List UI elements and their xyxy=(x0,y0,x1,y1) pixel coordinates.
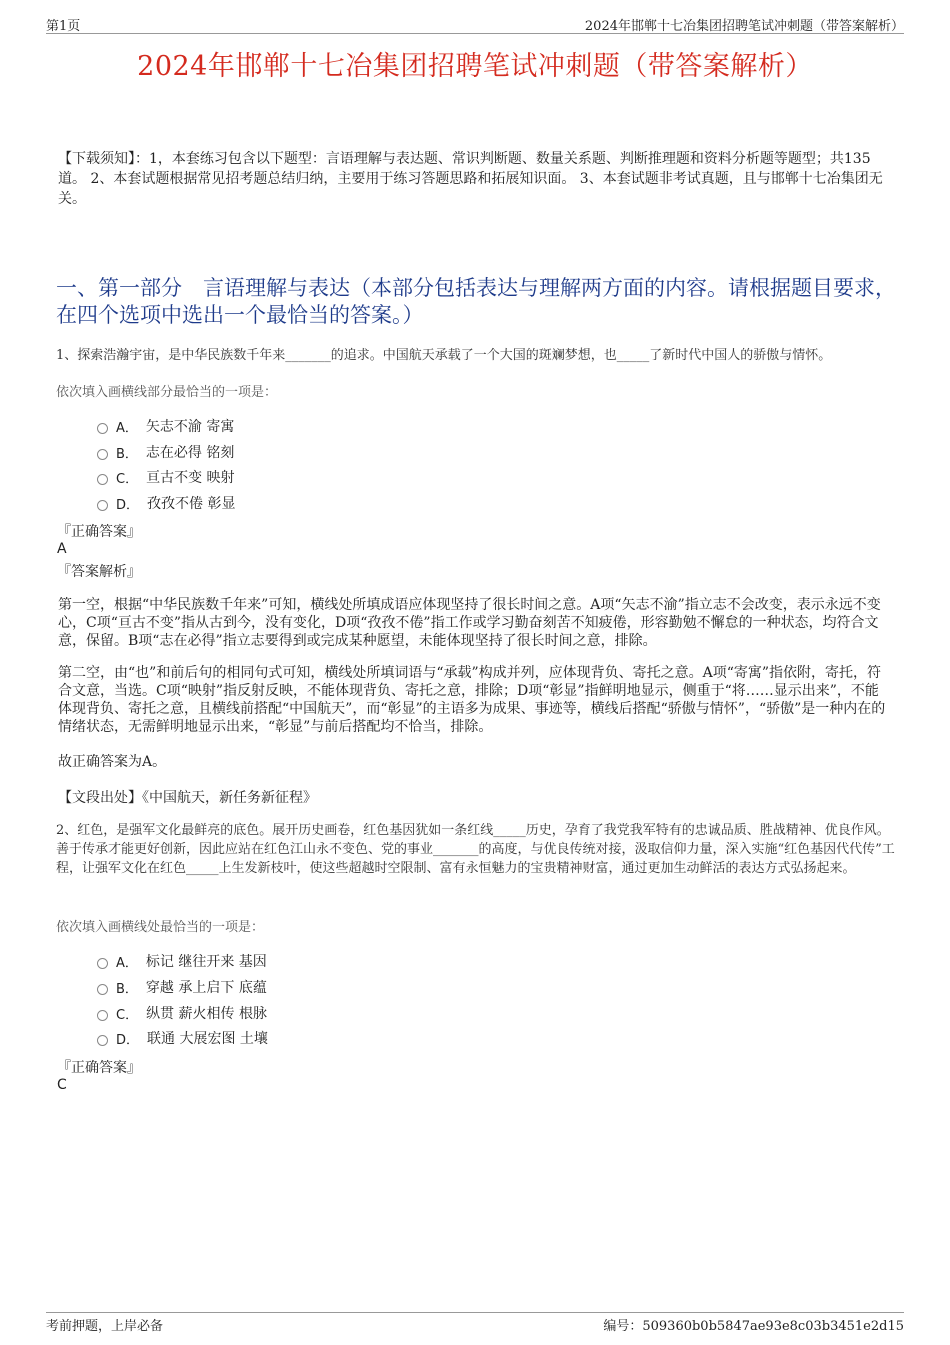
option-letter: A． xyxy=(116,955,138,971)
analysis-paragraph-1: 第一空，根据“中华民族数千年来”可知，横线处所填成语应体现坚持了很长时间之意。A项“矢志不渝”指立志不会改变，表示永远不变心，C项“亘古不变”指从古到今，没有变化，D项“孜孜不倦”指工作或学习勤奋刻苦不知疲倦，形容勤勉不懈怠的一种状态，均符合文意，保留。B项“志在必得”指立志要得到或完成某种愿望，未能体现坚持了很长时间之意，排除。 xyxy=(58,597,881,649)
document-id: 编号：509360b0b5847ae93e8c03b3451e2d15 xyxy=(603,1319,904,1334)
question-1-option-a[interactable] xyxy=(97,416,234,436)
question-2-option-c[interactable] xyxy=(97,1003,267,1023)
correct-answer-value: A xyxy=(57,541,67,557)
option-text: 联通 大展宏图 土壤 xyxy=(147,1031,268,1047)
option-text: 纵贯 薪火相传 根脉 xyxy=(146,1006,267,1022)
correct-answer-label: 『正确答案』 xyxy=(57,524,141,540)
question-1-option-b[interactable] xyxy=(97,442,234,462)
download-notice: 【下载须知】：1，本套练习包含以下题型：言语理解与表达题、常识判断题、数量关系题、判断推理题和资料分析题等题型；共135道。 2、本套试题根据常见招考题总结归纳，主要用于练习答题思路和拓展知识面。 3、本套试题非考试真题，且与邯郸十七冶集团无关。 xyxy=(58,151,883,207)
option-letter: D． xyxy=(116,497,140,513)
radio-icon[interactable] xyxy=(97,474,108,485)
analysis-label: 『答案解析』 xyxy=(57,564,141,580)
option-letter: C． xyxy=(116,471,139,487)
question-2-option-d[interactable] xyxy=(97,1028,268,1048)
document-title: 2024年邯郸十七冶集团招聘笔试冲刺题（带答案解析） xyxy=(137,51,813,82)
question-2-option-a[interactable] xyxy=(97,951,267,971)
correct-answer-label: 『正确答案』 xyxy=(57,1060,141,1076)
question-1-option-c[interactable] xyxy=(97,467,235,487)
question-1-instruction: 依次填入画横线部分最恰当的一项是： xyxy=(56,385,278,400)
option-letter: B． xyxy=(116,446,138,462)
question-2-option-b[interactable] xyxy=(97,977,267,997)
question-1-stem: 1、探索浩瀚宇宙，是中华民族数千年来_______的追求。中国航天承载了一个大国的斑斓梦想，也_____了新时代中国人的骄傲与情怀。 xyxy=(56,348,832,363)
question-1-option-d[interactable] xyxy=(97,493,235,513)
question-2-stem: 2、红色，是强军文化最鲜亮的底色。展开历史画卷，红色基因犹如一条红线_____历史，孕育了我党我军特有的忠诚品质、胜战精神、优良作风。善于传承才能更好创新，因此应站在红色江山永不变色、党的事业_______的高度，与优良传统对接，汲取信仰力量，深入实施“红色基因代代传”工程，让强军文化在红色_____上生发新枝叶，使这些超越时空限制、富有永恒魅力的宝贵精神财富，通过更加生动鲜活的表达方式弘扬起来。 xyxy=(56,823,895,876)
option-text: 志在必得 铭刻 xyxy=(145,445,235,461)
radio-icon[interactable] xyxy=(97,984,108,995)
analysis-conclusion: 故正确答案为A。 xyxy=(58,754,167,770)
option-letter: C． xyxy=(116,1007,139,1023)
radio-icon[interactable] xyxy=(97,1010,108,1021)
option-letter: B． xyxy=(116,981,138,997)
radio-icon[interactable] xyxy=(97,958,108,969)
running-header-title: 2024年邯郸十七冶集团招聘笔试冲刺题（带答案解析） xyxy=(584,19,904,34)
question-2-instruction: 依次填入画横线处最恰当的一项是： xyxy=(56,920,265,935)
option-letter: D． xyxy=(116,1032,140,1048)
radio-icon[interactable] xyxy=(97,423,108,434)
footer-slogan: 考前押题，上岸必备 xyxy=(46,1319,164,1334)
section-heading: 一、第一部分 言语理解与表达（本部分包括表达与理解两方面的内容。请根据题目要求，在四个选项中选出一个最恰当的答案。） xyxy=(56,276,896,327)
option-text: 孜孜不倦 彰显 xyxy=(147,496,236,512)
page-number: 第1页 xyxy=(46,19,81,34)
option-text: 亘古不变 映射 xyxy=(146,470,235,486)
correct-answer-value: C xyxy=(57,1077,67,1093)
option-letter: A． xyxy=(116,420,138,436)
analysis-paragraph-2: 第二空，由“也”和前后句的相同句式可知，横线处所填词语与“承载”构成并列，应体现背负、寄托之意。A项“寄寓”指依附，寄托，符合文意，当选。C项“映射”指反射反映，不能体现背负、寄托之意，排除；D项“彰显”指鲜明地显示，侧重于“将……显示出来”，不能体现背负、寄托之意，且横线前搭配“中国航天”，而“彰显”的主语多为成果、事迹等，横线后搭配“骄傲与情怀”，“骄傲”是一种内在的情绪状态，无需鲜明地显示出来，“彰显”与前后搭配均不恰当，排除。 xyxy=(58,665,886,735)
radio-icon[interactable] xyxy=(97,449,108,460)
footer-divider xyxy=(46,1312,904,1313)
header-divider xyxy=(46,33,904,34)
option-text: 标记 继往开来 基因 xyxy=(145,954,267,970)
radio-icon[interactable] xyxy=(97,1035,108,1046)
option-text: 穿越 承上启下 底蕴 xyxy=(145,980,267,996)
radio-icon[interactable] xyxy=(97,500,108,511)
passage-source: 【文段出处】《中国航天，新任务新征程》 xyxy=(58,790,317,806)
option-text: 矢志不渝 寄寓 xyxy=(145,419,235,435)
